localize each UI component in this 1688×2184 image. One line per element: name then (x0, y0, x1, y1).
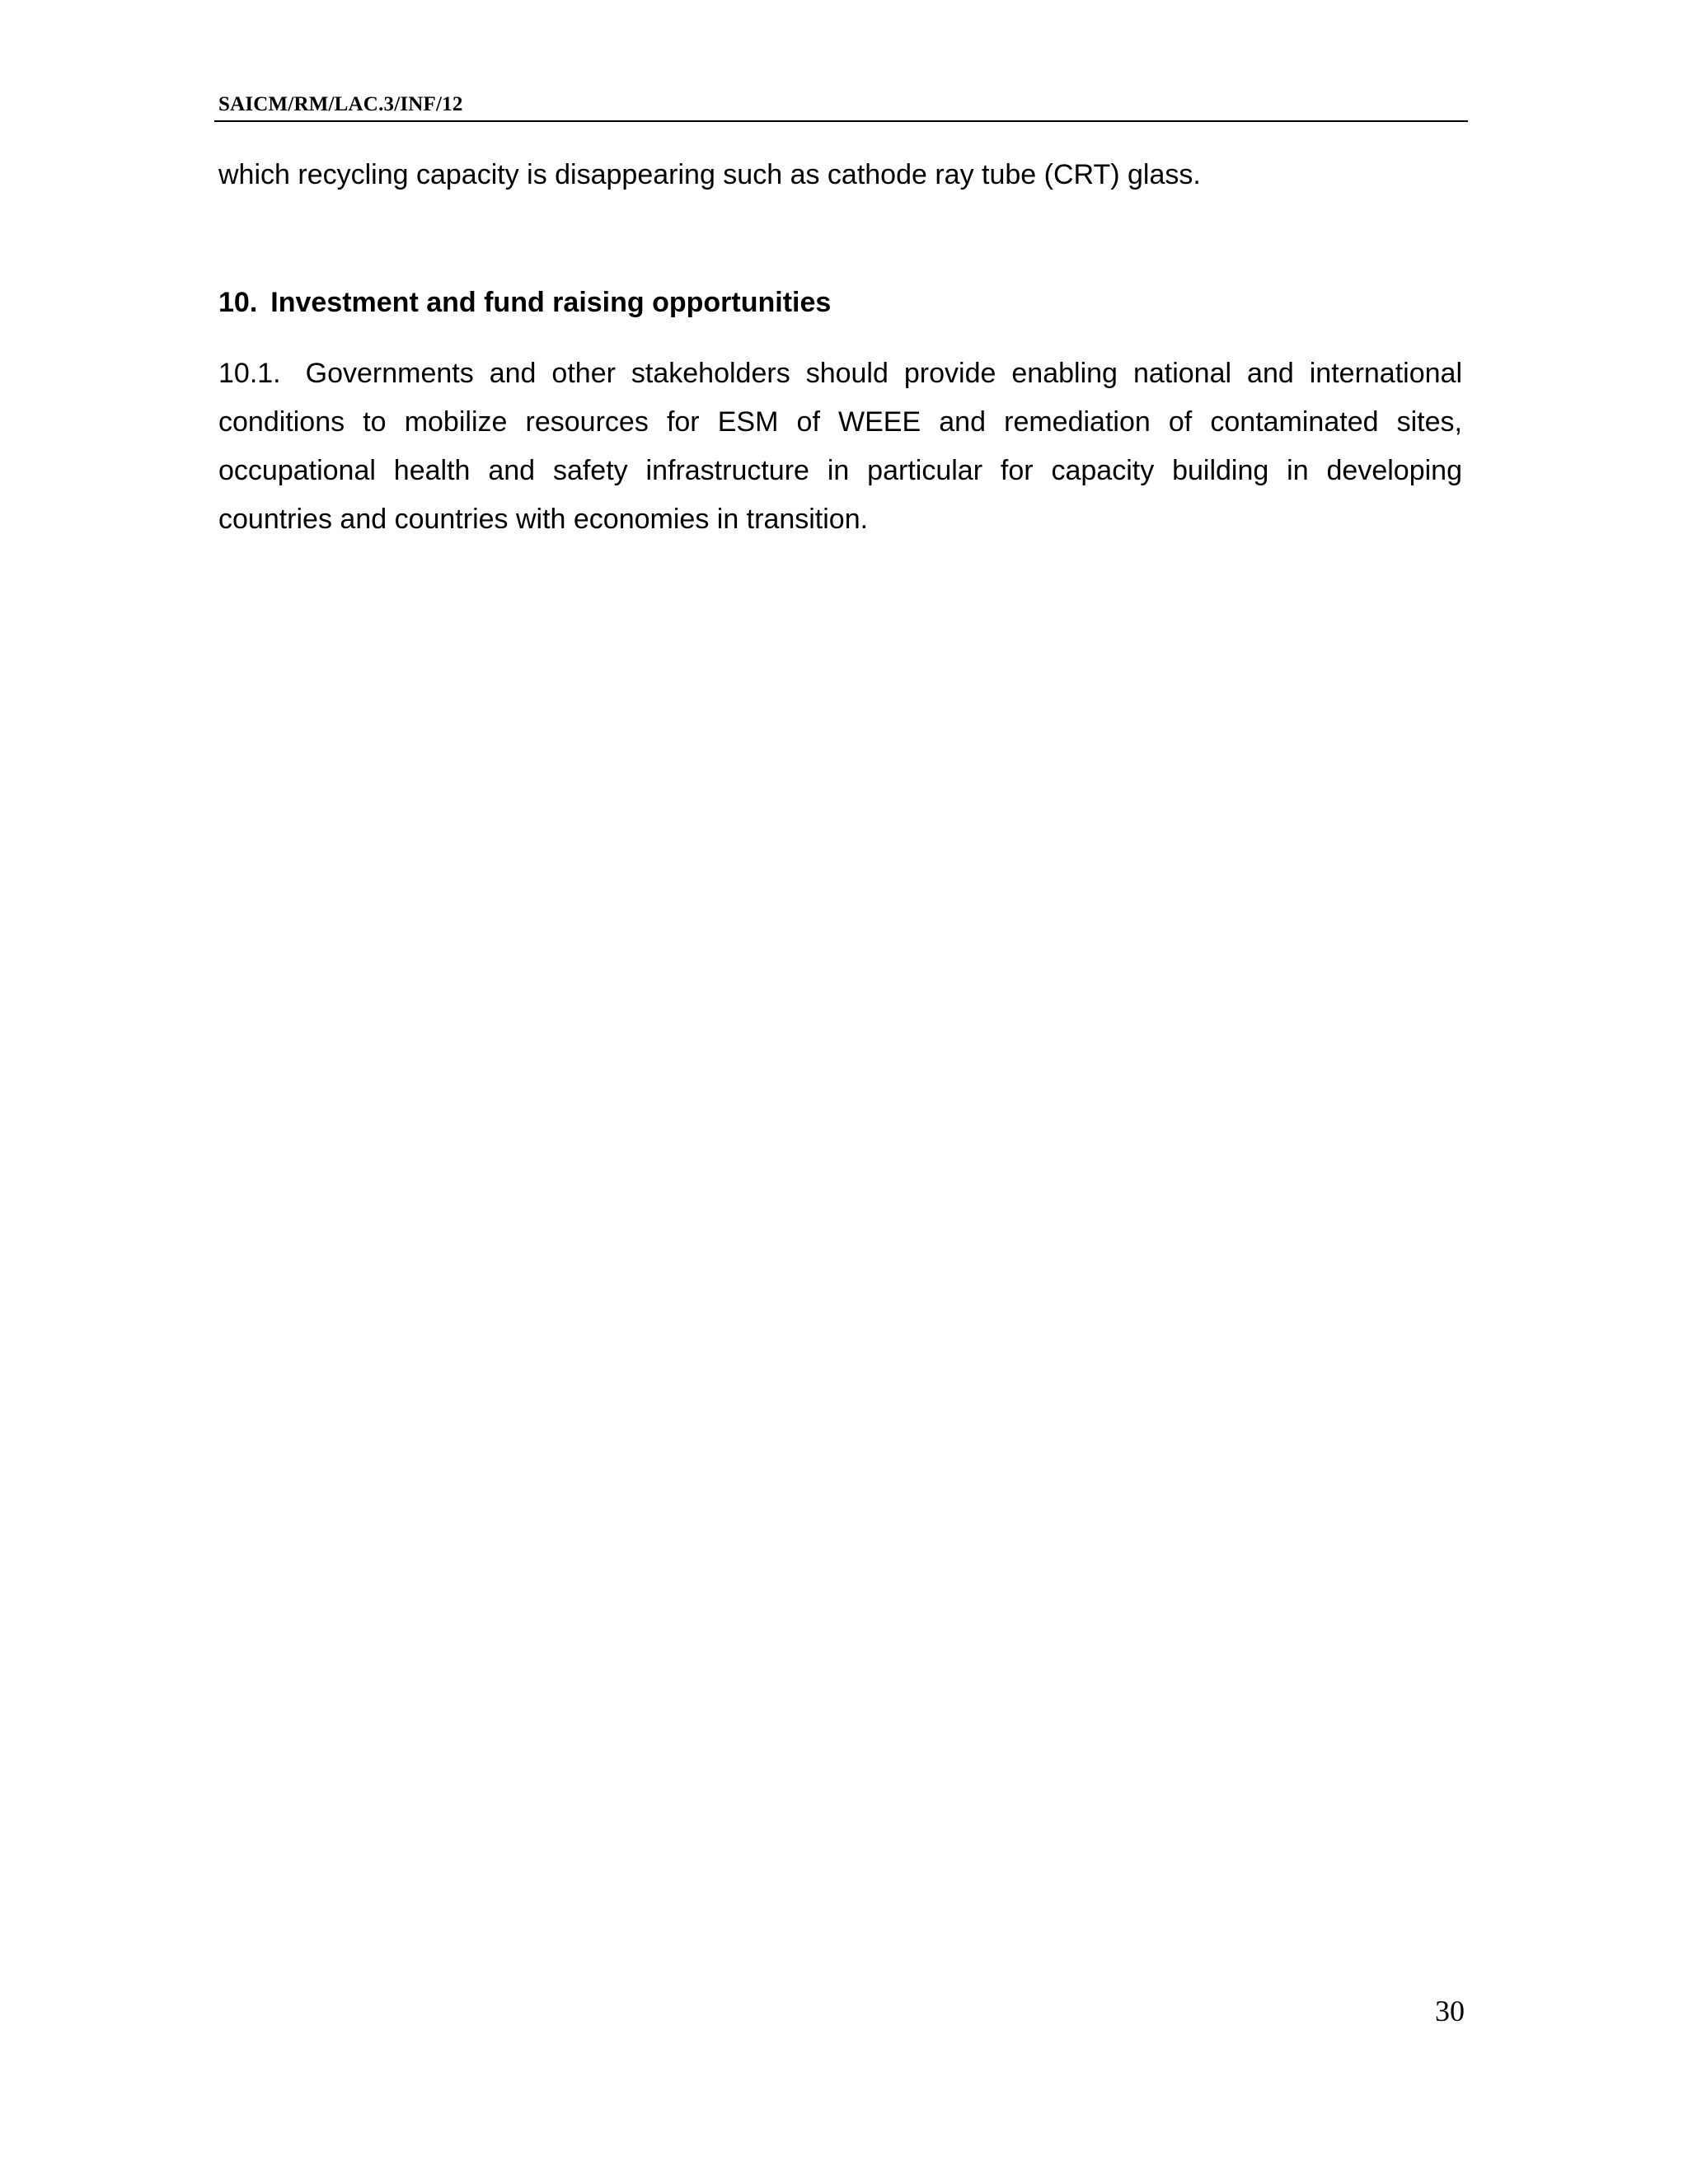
section-number: 10. (218, 287, 258, 318)
continued-text: which recycling capacity is disappearing such as cathode ray tube (CRT) glass. (218, 159, 1201, 190)
paragraph-10-1 (218, 349, 1462, 544)
document-reference: SAICM/RM/LAC.3/INF/12 (218, 93, 463, 115)
section-heading (218, 284, 831, 321)
page-number: 30 (1435, 1994, 1465, 2027)
paragraph-text: Governments and other stakeholders should provide enabling national and international conditions to mobilize resources for ESM of WEEE and remediation of contaminated sites, occupational health and safety infrastructure in particular for capacity building in developing countries and countries with economies in transition. (218, 358, 1462, 535)
paragraph-number: 10.1. (218, 358, 281, 389)
section-title: Investment and fund raising opportunities (270, 287, 832, 318)
header-rule (214, 120, 1468, 122)
